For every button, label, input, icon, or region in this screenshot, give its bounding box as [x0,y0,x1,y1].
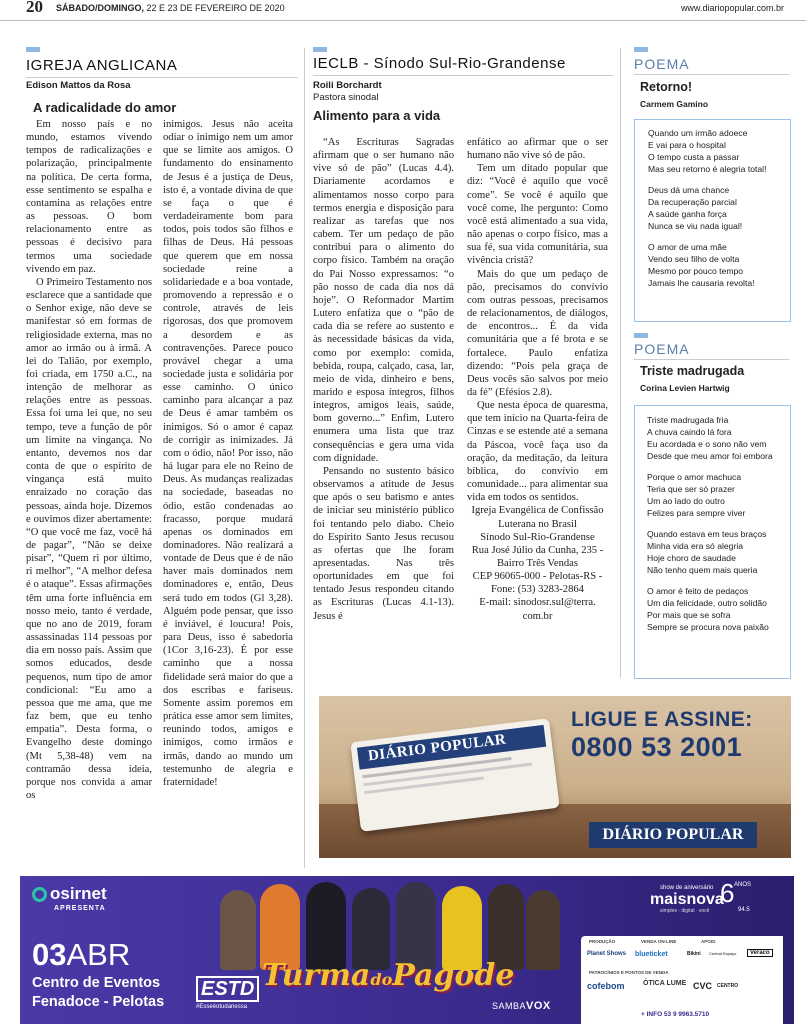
event-venue: Centro de Eventos [32,975,161,991]
section-marker [313,47,327,52]
sponsors-panel: PRODUÇÃO VENDA ON-LINE APOIO Planet Shows blueticket Bikini Central Espaço Veraco PATROCÍNIOS E PONTOS DE VENDA cofebom ÓTICA LUME CVC CENTRO + INFO 53 9 9963.5710 [581,936,783,1024]
newspaper-masthead [357,725,546,770]
paragraph: Que nesta época de quaresma, que tem início na Quarta-feira de Cinzas e se estende até a semana da Páscoa, você faça uso da oração, da meditação, da leitura bíblica, do convívio em comunidade... para alimentar sua vida em todos os sentidos. [467,400,608,504]
band-photo [220,880,560,970]
poem-stanza: Quando estava em teus braços Minha vida era só alegria Hoje choro de saudade Não tenho quem mais queria [647,529,767,575]
article-title: Alimento para a vida [313,108,441,123]
poem-title: Retorno! [640,80,693,94]
otica-lume-logo: ÓTICA LUME [643,980,687,987]
paragraph: “As Escrituras Sagradas afirmam que o ser humano não vive só de pão” (Lucas 4.4). Diariamente acordamos e alimentamos nosso corpo para termos energia e disposição para realizar as tarefas que nos cabem. Ter um pedaço de pão contribui para o alimento do corpo físico. Também na oração do Pai Nosso expressamos: “o pão nosso de cada dia nos dá hoje”. O Reformador Martim Lutero enfatiza que o “pão de cada dia se refere ao sustento e às necessidade básicas da vida, como por exemplo: comida, bebida, roupa, calçado, casa, lar, meio de vida, dinheiro e bens, marido e esposa íntegros, filhos íntegros, amigos leais, saúde, bom governo...” Enfim, Lutero enumera uma lista que traz consequências e gera uma vida com dignidade. [313,137,454,464]
poem-box [634,405,791,679]
cvc-logo: CVC [693,981,713,991]
poem-stanza: Deus dá uma chance Da recuperação parcial A saúde ganha força Nunca se viu nada igual! [648,185,743,231]
radio-frequency: 94.5 [738,907,750,913]
newspaper-line [364,777,483,795]
ad-headline: LIGUE E ASSINE: [571,708,753,731]
section-rule [26,77,298,78]
sponsor-subtitle: APRESENTA [54,905,106,912]
estd-logo: ESTD [196,976,259,1002]
paragraph: enfático ao afirmar que o ser humano não vive só de pão. [467,137,608,162]
radio-name: maisnova [650,891,724,908]
paragraph: Em nosso país e no mundo, estamos vivendo tempos de radicalizações e polarização, principalmente na política. De certa forma, esse sentimento se espalha e contamina as relações entre as pessoas. O bom relacionamento entre as pessoas é decisivo para termos uma sociedade vivendo em paz. [26,119,152,275]
poem-title: Triste madrugada [640,364,745,378]
church-signature: Igreja Evangélica de Confissão Luterana no Brasil Sínodo Sul-Rio-Grandense Rua José Júlio da Cunha, 235 - Bairro Três Vendas CEP 96065-000 - Pelotas-RS - Fone: (53) 3283-2864 E-mail: sinodosr.sul@terra. com.br [467,504,608,622]
radio-subtitle: simples · digital · você [660,908,710,914]
planet-shows-logo: Planet Shows [587,951,627,957]
brand-logo-text: DIÁRIO POPULAR [602,826,744,843]
band-member [396,882,436,970]
event-ad[interactable] [20,876,794,1024]
sponsor-logo: Central Espaço [709,951,737,956]
poem-stanza: Porque o amor machuca Teria que ser só prazer Um ao lado do outro Felizes para sempre viver [647,472,746,518]
radio-six: 6 [720,878,735,908]
section-title-ieclb: IECLB - Sínodo Sul-Rio-Grandense [313,55,566,72]
radio-anos: ANOS [734,882,752,888]
poem-tag: POEMA [634,56,690,72]
sponsor-logo: Bikini [687,951,701,957]
band-logo: TurmadoPagode [262,958,515,993]
paragraph: O Primeiro Testamento nos esclarece que a santidade que o Senhor exige, não deve se manifestar só em formas de religiosidade externa, mas no amor ao irmão ou à irmã. A lei do Talião, por exemplo, foi criada, em 1750 a.C., na intenção de melhorar as relações entre as pessoas. Essa foi uma lei que, no seu tempo, teve a função de pôr um limite na vingança. No entanto, devemos nos dar conta de que o espírito de vingança está muito enraizado no coração das pessoas, ainda hoje. Dizemos e ouvimos dizer abertamente: “O que você me faz, você há de pagar”, “Não se deixe pisar”, “Quem ri por último, ri melhor”, “A melhor defesa é o ataque”. Essas afirmações têm uma forte influência em nosso meio, tanto é verdade, que no ano de 2019, foram assassinadas 114 pessoas por dia em nosso país. Assim que somos educados, desde pequenos, num tipo de amor condicional: “Eu amo a pessoa que me ama, que me faz bem, que eu tenho empatia”. Desta forma, o Evangelho deste domingo (Mt 5,38-48) vem na contramão dessa ideia, porque nos convida a amar os [26,276,152,801]
poem-box [634,119,791,322]
article-title: A radicalidade do amor [33,100,177,115]
sponsor-name: osirnet [50,884,107,903]
poem-stanza: Triste madrugada fria A chuva caindo lá fora Eu acordada e o sono não vem Desde que meu amor foi embora [647,415,773,461]
ad-phone[interactable]: 0800 53 2001 [571,732,743,762]
estd-hashtag: #Esseéotudanessa [196,1004,248,1010]
site-url[interactable]: www.diariopopular.com.br [680,3,784,13]
article-column-4 [467,136,608,682]
info-phone[interactable]: + INFO 53 9 9963.5710 [641,1011,710,1018]
brand-logo-box [589,822,757,848]
newspaper-masthead-text: DIÁRIO POPULAR [367,731,508,765]
section-title-anglicana: IGREJA ANGLICANA [26,57,178,74]
article-author: Roili Borchardt [313,80,382,91]
article-column-2 [163,118,293,863]
band-member [526,890,560,970]
event-city: Fenadoce - Pelotas [32,994,165,1010]
section-rule [634,359,789,360]
osirnet-logo-icon [32,887,47,902]
column-divider [620,48,621,678]
section-rule [313,75,613,76]
blueticket-logo: blueticket [635,951,668,958]
paragraph: Mais do que um pedaço de pão, precisamos do convívio com outras pessoas, precisamos de relacionamentos, de diálogos, de encontros... É da vida comunitária que a fé brota e se fortalece. Paulo enfatiza dizendo: “Pois pela graça de Deus vocês são salvos por meio da fé” (Efésios 2.8). [467,268,608,398]
poem-stanza: Quando um irmão adoece E vai para o hospital O tempo custa a passar Mas seu retorno é alegria total! [648,128,767,174]
band-member [306,882,346,970]
paragraph: Tem um ditado popular que diz: “Você é aquilo que você come”. Se você é aquilo que você come, lhe pergunto: Como você está alimentado a sua vida, não apenas o corpo físico, mas a sua fé, sua vida comunitária, sua vivência cristã? [467,163,608,267]
sponsor-logo: CENTRO [717,983,739,989]
article-column-3 [313,136,454,682]
author-role: Pastora sinodal [313,92,379,103]
event-date: 03ABR [32,937,131,972]
poem-stanza: O amor é feito de pedaços Um dia felicidade, outro solidão Por mais que se sofra Sempre se procura nova paixão [647,586,769,632]
cofebom-logo: cofebom [587,981,625,991]
article-column-1 [26,118,152,863]
paragraph: inimigos. Jesus não aceita odiar o inimigo nem um amor que se limite aos amigos. O fundamento do ensinamento de Jesus é a justiça de Deus, isto é, a vontade divina de que se faça o que é verdadeiramente bom para todos, pois todos são filhos e filhas de Deus. Há pessoas que querem que em nossa sociedade reine a solidariedade e a boa vontade, promovendo a repressão e o controle, através de leis rigorosas, dos que promovem a desordem e as contravenções. Parece pouco provável chegar a uma sociedade justa e solidária por esse caminho. O único caminho para alcançar a paz de Deus é amar também os inimigos. Só o amor é capaz de corrigir as inimizades. Já com o ódio, não! Por isso, não há lugar para ele no Reino de Deus. As mudanças realizadas na sociedade, baseadas no ódio, estão condenadas ao fracasso, porque mudará apenas os dominados em dominadores. Não realizará a vontade de Deus que é de não haver mais dominados nem dominadores e, então, Deus será tudo em todos (Gl 3,28). Alguém pode pensar, que isso é inviável, é loucura! Pois, para Deus, isso é sabedoria (1Cor 3,16-23). É por esse caminho que a nossa fidelidade será maior do que a dos escribas e fariseus. Somente assim poremos em prática esse amor sem limites, reunindo todos, amigos e inimigos, como irmãos e irmãs, dando ao mundo um testemunho de alegria e fraternidade! [163,119,293,788]
page-number: 20 [26,0,43,16]
radio-tagline: show de aniversário [660,885,714,891]
poem-author: Corina Levien Hartwig [640,383,730,393]
section-marker [634,47,648,52]
column-divider [304,48,305,868]
paragraph: Pensando no sustento básico observamos a atitude de Jesus que após o seu batismo e antes de iniciar seu ministério público foi tentando pelo diabo. Cheio do Espírito Santo Jesus recusou as ofertas que lhe foram apresentadas. Nas três oportunidades em que foi tentado Jesus respondeu citando as Escrituras (Lucas 4.1-13). Jesus é [313,465,454,622]
article-author: Edison Mattos da Rosa [26,80,131,91]
section-marker [26,47,40,52]
poem-tag: POEMA [634,341,690,357]
band-member [220,890,256,970]
poem-author: Carmem Gamino [640,99,709,109]
section-rule [634,74,789,75]
section-marker [634,333,648,338]
poem-stanza: O amor de uma mãe Vendo seu filho de volta Mesmo por pouco tempo Jamais lhe causaria revolta! [648,242,755,288]
sponsor-logo: Veraco [747,949,773,957]
samba-vox-logo: SAMBAVOX [492,1000,551,1012]
church-email[interactable]: E-mail: sinodosr.sul@terra. [479,597,596,609]
edition-date: SÁBADO/DOMINGO, 22 E 23 DE FEVEREIRO DE 2020 [56,3,285,13]
subscription-ad[interactable] [319,696,791,858]
